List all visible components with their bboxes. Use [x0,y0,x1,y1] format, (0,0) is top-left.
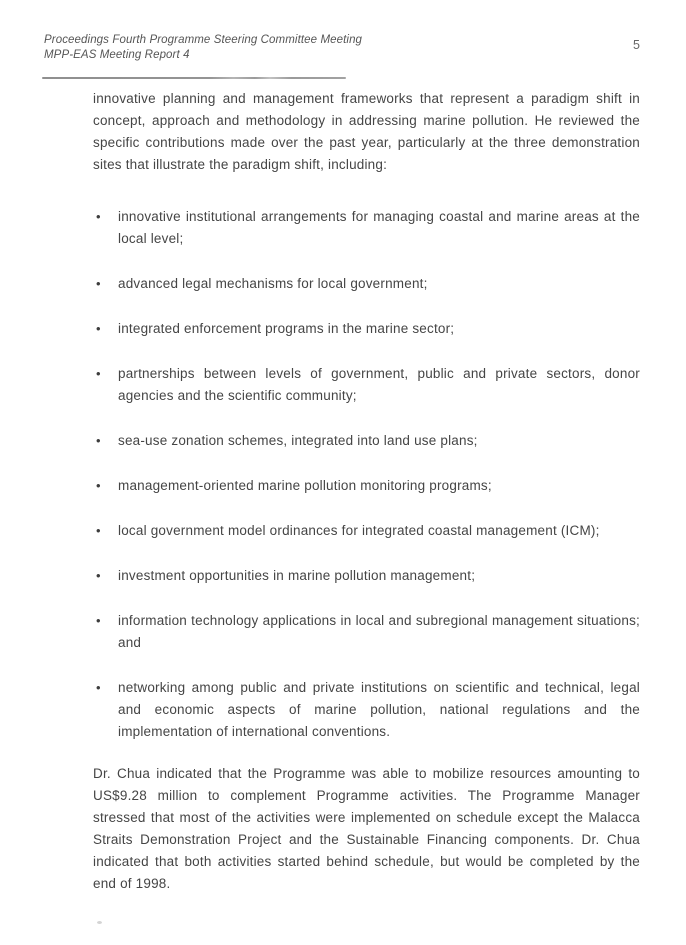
list-item [93,610,640,654]
list-item [93,206,640,250]
bullet-icon: • [96,321,101,336]
list-item-text: partnerships between levels of government, public and private sectors, donor agencies and the scientific community; [118,366,640,403]
list-item-text: networking among public and private institutions on scientific and technical, legal and economic aspects of marine pollution, national regulations and the implementation of international conventions. [118,680,640,739]
bullet-icon: • [96,568,101,583]
list-item-text: information technology applications in local and subregional management situations; and [118,613,640,650]
list-item [93,273,640,295]
bullet-icon: • [96,433,101,448]
scan-artifact-dot [97,921,102,924]
list-item [93,430,640,452]
list-item-text: sea-use zonation schemes, integrated into land use plans; [118,433,478,448]
running-header [44,33,362,63]
list-item [93,677,640,743]
list-item-text: advanced legal mechanisms for local government; [118,276,428,291]
header-subtitle: MPP-EAS Meeting Report 4 [44,49,190,61]
bullet-icon: • [96,366,101,381]
bullet-icon: • [96,478,101,493]
list-item [93,318,640,340]
list-item-text: innovative institutional arrangements for managing coastal and marine areas at the local level; [118,209,640,246]
bullet-list [93,206,640,743]
list-item-text: management-oriented marine pollution monitoring programs; [118,478,492,493]
list-item [93,565,640,587]
header-divider [42,77,346,79]
page-number: 5 [633,38,640,52]
list-item-text: integrated enforcement programs in the marine sector; [118,321,455,336]
intro-paragraph: innovative planning and management frameworks that represent a paradigm shift in concept, approach and methodology in addressing marine pollution. He reviewed the specific contributions made over the past year, particularly at the three demonstration sites that illustrate the paradigm shift, including: [93,91,640,172]
list-item [93,363,640,407]
bullet-icon: • [96,209,101,224]
document-body [0,88,686,895]
header-title: Proceedings Fourth Programme Steering Committee Meeting [44,34,363,46]
list-item [93,520,640,542]
bullet-icon: • [96,523,101,538]
list-item-text: local government model ordinances for integrated coastal management (ICM); [118,523,600,538]
closing-paragraph: Dr. Chua indicated that the Programme was able to mobilize resources amounting to US$9.28 million to complement Programme activities. The Programme Manager stressed that most of the activities were implemented on schedule except the Malacca Straits Demonstration Project and the Sustainable Financing components. Dr. Chua indicated that both activities started behind schedule, but would be completed by the end of 1998. [93,766,640,891]
bullet-icon: • [96,276,101,291]
list-item [93,475,640,497]
bullet-icon: • [96,680,101,695]
bullet-icon: • [96,613,101,628]
list-item-text: investment opportunities in marine pollution management; [118,568,476,583]
